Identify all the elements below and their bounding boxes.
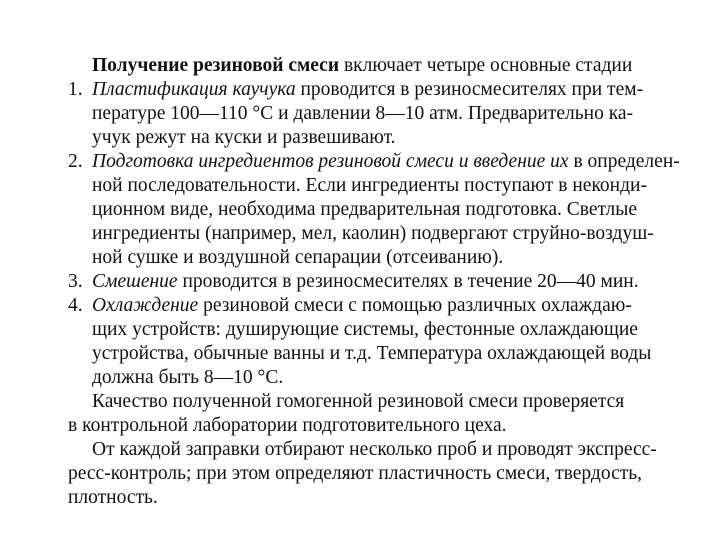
item-number: 3.	[68, 271, 83, 292]
item-text: проводится в резиносмесителях в течение 20—40 мин.	[177, 271, 639, 292]
item-text-line: пературе 100—110 °С и давлении 8—10 атм. Предварительно ка-	[92, 103, 634, 124]
item-term: Смешение	[92, 271, 178, 292]
item-term: Охлаждение	[92, 295, 199, 316]
paragraph-line: ресс-контроль; при этом определяют пластичность смеси, твердость,	[68, 463, 643, 484]
item-term: Пластификация каучука	[92, 79, 296, 100]
item-text-line: ной сушке и воздушной сепарации (отсеиванию).	[92, 247, 504, 268]
item-term: Подготовка ингредиентов резиновой смеси и введение их	[92, 151, 569, 172]
item-text-line: устройства, обычные ванны и т.д. Температура охлаждающей воды	[92, 343, 652, 364]
item-number: 2.	[68, 151, 83, 172]
item-text-line: ной последовательности. Если ингредиенты поступают в неконди-	[92, 175, 647, 196]
item-text-line: щих устройств: душирующие системы, фестонные охлаждающие	[92, 319, 638, 340]
item-number: 4.	[68, 295, 83, 316]
item-text-line: ционном виде, необходима предварительная подготовка. Светлые	[92, 199, 638, 220]
paragraph-line: в контрольной лаборатории подготовительного цеха.	[68, 415, 507, 436]
item-text-line: учук режут на куски и развешивают.	[92, 127, 396, 148]
item-text: проводится в резиносмесителях при тем-	[295, 79, 644, 100]
paragraph-line: Качество полученной гомогенной резиновой смеси проверяется	[92, 391, 625, 412]
intro-bold-heading: Получение резиновой смеси	[92, 55, 340, 76]
item-text: резиновой смеси с помощью различных охлаждаю-	[198, 295, 632, 316]
paragraph-line: От каждой заправки отбирают несколько проб и проводят экспресс-	[92, 439, 657, 460]
item-text-line: ингредиенты (например, мел, каолин) подвергают струйно-воздуш-	[92, 223, 654, 244]
intro-line	[92, 54, 632, 78]
paragraph-line: плотность.	[68, 487, 158, 508]
item-text-line: должна быть 8—10 °С.	[92, 367, 284, 388]
item-number: 1.	[68, 79, 83, 100]
item-text: в определен-	[568, 151, 680, 172]
intro-text: включает четыре основные стадии	[339, 55, 633, 76]
